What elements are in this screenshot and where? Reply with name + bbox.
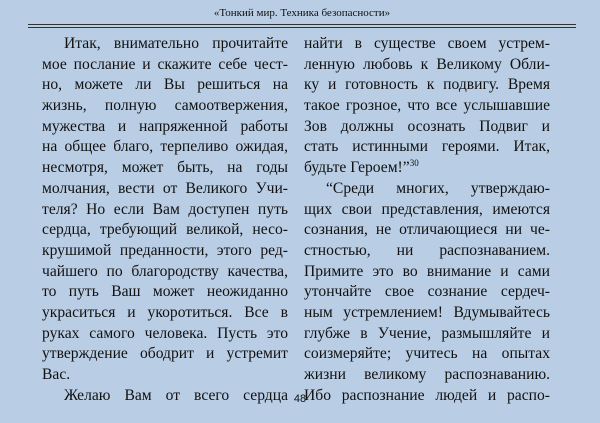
text-line xyxy=(42,324,288,345)
line-text: крушимой преданности, этого ред- xyxy=(42,241,288,259)
line-text: сознания, не отличающиеся ни че- xyxy=(304,221,550,239)
line-text: утверждение ободрит и устремит xyxy=(42,345,288,363)
text-line xyxy=(42,241,288,262)
text-line xyxy=(304,220,550,241)
line-text: утончайте свое сознание сердеч- xyxy=(304,283,550,301)
text-line xyxy=(42,55,288,76)
line-text: мужества и напряженной работы xyxy=(42,117,288,135)
text-line xyxy=(42,220,288,241)
line-text: ку и готовность к подвигу. Время xyxy=(304,76,550,94)
line-text: жизнь, полную самоотвержения, xyxy=(42,97,288,115)
line-text: глубже в Учение, размышляйте и xyxy=(304,324,550,342)
line-text: соизмеряйте; учитесь на опытах xyxy=(304,345,550,363)
line-text: Итак, внимательно прочитайте xyxy=(64,35,288,52)
text-line xyxy=(304,262,550,283)
line-text: стностью, ни распознаванием. xyxy=(304,241,550,259)
line-text: будьте Героем!” xyxy=(304,159,410,177)
header-rule xyxy=(28,24,576,25)
text-line xyxy=(304,365,550,386)
text-line xyxy=(42,344,288,365)
line-text: теля? Но если Вам доступен путь xyxy=(42,200,288,218)
text-line xyxy=(42,96,288,117)
text-line xyxy=(304,75,550,96)
text-line xyxy=(42,365,288,386)
text-line xyxy=(304,241,550,262)
text-line xyxy=(304,117,550,138)
left-text-column xyxy=(42,34,288,406)
line-text: молчания, вести от Великого Учи- xyxy=(42,179,288,197)
text-line xyxy=(42,303,288,324)
text-line xyxy=(42,75,288,96)
line-text: Желаю Вам от всего сердца xyxy=(64,386,288,404)
text-line xyxy=(304,137,550,158)
line-text: то путь Ваш может неожиданно xyxy=(42,283,288,301)
text-line xyxy=(42,158,288,179)
text-line xyxy=(304,34,550,55)
text-line xyxy=(304,158,550,179)
line-text: жизни великому распознаванию. xyxy=(304,366,550,383)
line-text: стать истинными героями. Итак, xyxy=(304,138,550,156)
text-line xyxy=(42,34,288,55)
line-text: но, можете ли Вы решиться на xyxy=(42,76,288,94)
line-text: ным устремлением! Вдумывайтесь xyxy=(304,303,550,321)
line-text: Зов должны осознать Подвиг и xyxy=(304,117,550,135)
text-line xyxy=(304,55,550,76)
text-line xyxy=(304,179,550,200)
page-number: 48 xyxy=(293,393,307,405)
line-text: мое послание и скажите себе чест- xyxy=(42,55,288,73)
line-text: щих свои представления, имеются xyxy=(304,200,550,218)
line-text: сердца, требующий великой, несо- xyxy=(42,221,288,239)
text-line xyxy=(42,117,288,138)
text-line xyxy=(304,344,550,365)
line-text: Примите это во внимание и сами xyxy=(304,262,550,280)
text-line xyxy=(42,282,288,303)
text-line xyxy=(304,282,550,303)
line-text: несмотря, может быть, на годы xyxy=(42,159,288,177)
text-line xyxy=(304,324,550,345)
line-text: руках самого человека. Пусть это xyxy=(42,324,288,342)
right-text-column xyxy=(304,34,550,406)
text-line xyxy=(42,179,288,200)
text-line xyxy=(304,96,550,117)
text-line xyxy=(304,200,550,221)
header-rule-double xyxy=(28,27,576,28)
line-text: Ибо распознание людей и распо- xyxy=(304,386,550,404)
line-text: найти в существе своем устрем- xyxy=(304,35,550,52)
text-line xyxy=(42,137,288,158)
footnote-marker: 30 xyxy=(409,157,419,168)
line-text: такое грозное, что все услышавшие xyxy=(304,97,550,115)
text-line xyxy=(304,303,550,324)
line-text: на общее благо, терпеливо ожидая, xyxy=(42,138,288,156)
line-text: Вас. xyxy=(42,366,71,383)
text-line xyxy=(42,200,288,221)
line-text: ленную любовь к Великому Обли- xyxy=(304,55,550,73)
text-line xyxy=(42,262,288,283)
running-header: «Тонкий мир. Техника безопасности» xyxy=(213,7,391,19)
line-text: “Среди многих, утверждаю- xyxy=(326,179,550,197)
line-text: чайшего по благородству качества, xyxy=(42,262,288,280)
line-text: украситься и укоротиться. Все в xyxy=(42,303,288,321)
